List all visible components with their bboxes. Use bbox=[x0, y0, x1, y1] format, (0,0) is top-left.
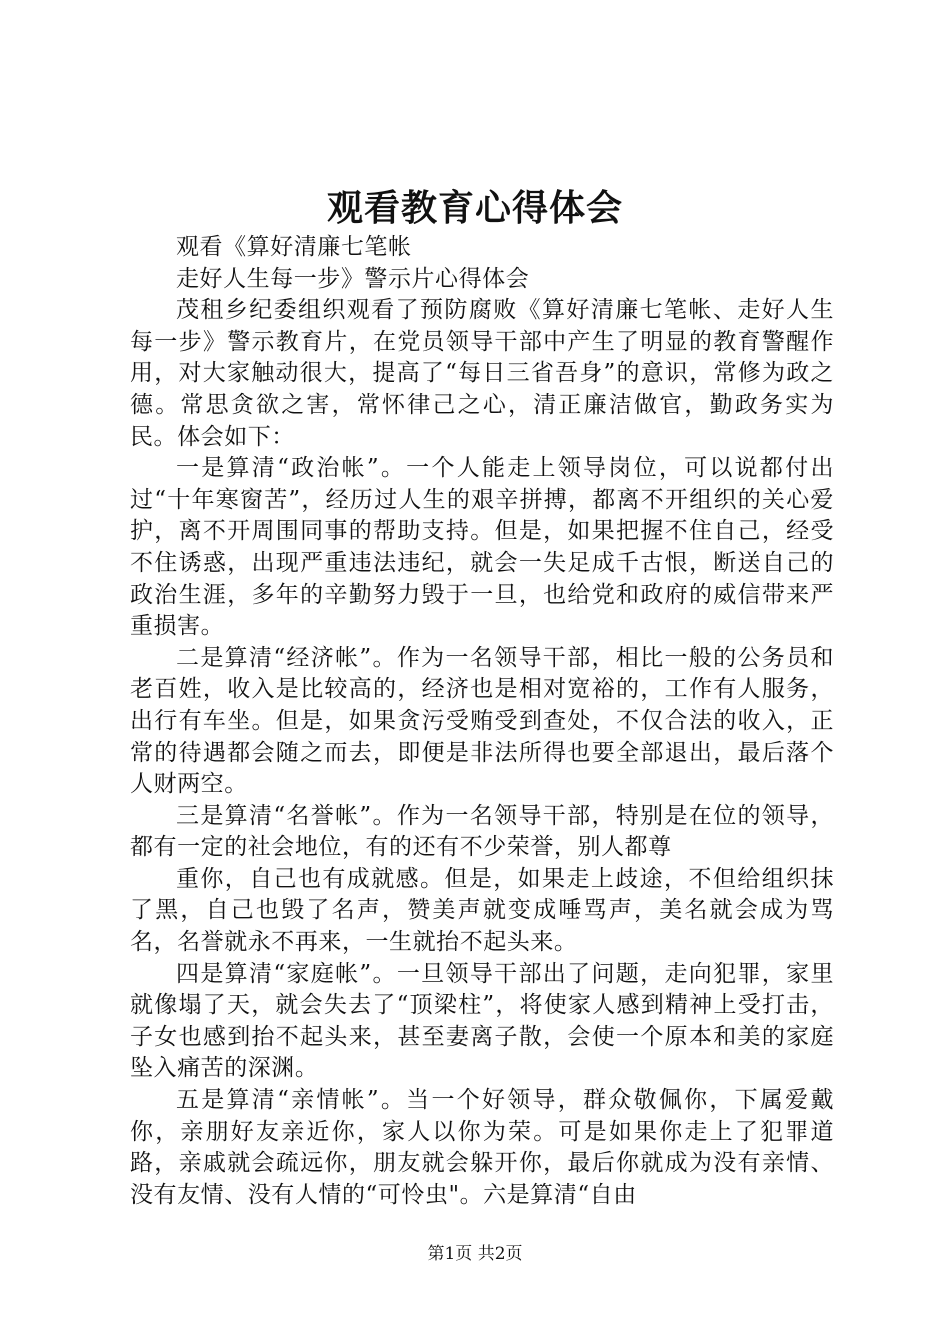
paragraph-reputation-continued: 重你，自己也有成就感。但是，如果走上歧途，不但给组织抹了黑，自己也毁了名声，赞美声就变成唾骂声，美名就会成为骂名，名誉就永不再来，一生就抬不起头来。 bbox=[130, 865, 834, 956]
document-body bbox=[130, 232, 834, 1211]
page-number-footer: 第1页 共2页 bbox=[427, 1244, 523, 1264]
paragraph-economic-account: 二是算清“经济帐”。作为一名领导干部，相比一般的公务员和老百姓，收入是比较高的，经济也是相对宽裕的，工作有人服务，出行有车坐。但是，如果贪污受贿受到查处，不仅合法的收入，正常的待遇都会随之而去，即便是非法所得也要全部退出，最后落个人财两空。 bbox=[130, 644, 834, 798]
document-title: 观看教育心得体会 bbox=[326, 187, 623, 229]
paragraph-political-account: 一是算清“政治帐”。一个人能走上领导岗位，可以说都付出过“十年寒窗苦”，经历过人生的艰辛拼搏，都离不开组织的关心爱护，离不开周围同事的帮助支持。但是，如果把握不住自己，经受不住诱惑，出现严重违法违纪，就会一失足成千古恨，断送自己的政治生涯，多年的辛勤努力毁于一旦，也给党和政府的威信带来严重损害。 bbox=[130, 455, 834, 640]
paragraph-subtitle-2: 走好人生每一步》警示片心得体会 bbox=[176, 265, 530, 292]
paragraph-intro: 茂租乡纪委组织观看了预防腐败《算好清廉七笔帐、走好人生每一步》警示教育片，在党员领导干部中产生了明显的教育警醒作用，对大家触动很大，提高了“每日三省吾身”的意识，常修为政之德。常思贪欲之害，常怀律己之心，清正廉洁做官，勤政务实为民。体会如下： bbox=[130, 297, 834, 450]
paragraph-reputation-account: 三是算清“名誉帐”。作为一名领导干部，特别是在位的领导，都有一定的社会地位，有的还有不少荣誉，别人都尊 bbox=[130, 802, 834, 861]
paragraph-subtitle-1: 观看《算好清廉七笔帐 bbox=[176, 234, 412, 260]
paragraph-kinship-account: 五是算清“亲情帐”。当一个好领导，群众敬佩你，下属爱戴你，亲朋好友亲近你，家人以你为荣。可是如果你走上了犯罪道路，亲戚就会疏远你，朋友就会躲开你，最后你就成为没有亲情、没有友情、没有人情的“可怜虫"。六是算清“自由 bbox=[130, 1087, 834, 1208]
paragraph-family-account: 四是算清“家庭帐”。一旦领导干部出了问题，走向犯罪，家里就像塌了天，就会失去了“顶梁柱”，将使家人感到精神上受打击，子女也感到抬不起头来，甚至妻离子散，会使一个原本和美的家庭坠入痛苦的深渊。 bbox=[130, 960, 834, 1082]
